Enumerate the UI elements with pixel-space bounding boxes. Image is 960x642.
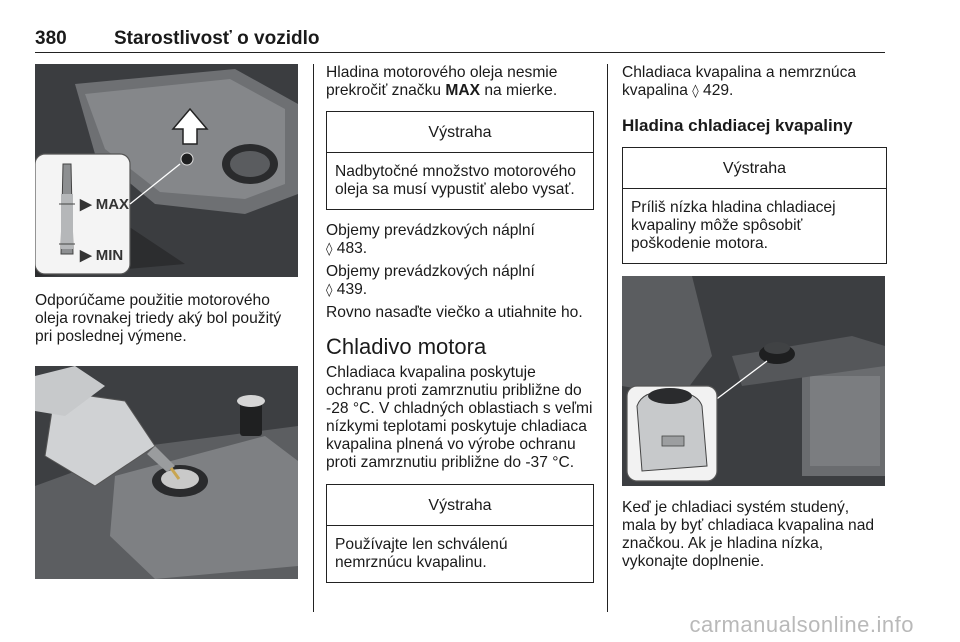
warning-box-antifreeze <box>326 484 594 583</box>
page-ref-icon: ◊ <box>692 84 699 99</box>
footer-watermark: carmanualsonline.info <box>689 612 914 637</box>
warning-title: Výstraha <box>327 112 593 153</box>
page-ref-icon: ◊ <box>326 242 333 257</box>
page-number: 380 <box>35 28 67 49</box>
column-right <box>622 64 887 571</box>
cap-instruction: Rovno nasaďte viečko a utiahnite ho. <box>326 304 583 321</box>
oil-filling-image <box>35 366 298 579</box>
warning-box-oil <box>326 111 594 210</box>
page-title: Starostlivosť o vozidlo <box>114 28 320 49</box>
column-middle <box>326 64 594 583</box>
column-left <box>35 64 298 579</box>
oil-recommendation-text: Odporúčame použitie motorového oleja rovnakej triedy aký bol použitý pri poslednej výmene. <box>35 292 282 345</box>
engine-oil-dipstick-image <box>35 64 298 277</box>
column-divider-2 <box>607 64 608 612</box>
oil-level-intro: Hladina motorového oleja nesmie prekročiť značku MAX na mierke. <box>326 64 558 99</box>
max-mark-label: MAX <box>445 82 481 99</box>
section-heading-coolant: Chladivo motora <box>326 334 487 359</box>
column-divider-1 <box>313 64 314 612</box>
dipstick-max-label: ▶ MAX <box>80 196 130 213</box>
coolant-ref[interactable]: Chladiaca kvapalina a nemrznúca kvapalina ◊ 429. <box>622 64 857 99</box>
coolant-check-text: Keď je chladiaci systém studený, mala by byť chladiaca kvapalina nad značkou. Ak je hladina nízka, vykonajte doplnenie. <box>622 499 875 570</box>
warning-body: Používajte len schválenú nemrznúcu kvapalinu. <box>335 536 508 571</box>
page-ref-icon: ◊ <box>326 283 333 298</box>
coolant-description: Chladiaca kvapalina poskytuje ochranu proti zamrznutiu približne do -28 °C. V chladných oblastiach s veľmi nízkymi teplotami poskytuje chladiaca kvapalina plnená vo výrobe ochranu proti zamrznutiu približne do -37 °C. <box>326 364 593 471</box>
warning-body: Nadbytočné množstvo motorového oleja sa musí vypustiť alebo vysať. <box>335 163 576 198</box>
dipstick-min-label: ▶ MIN <box>80 247 124 264</box>
warning-title: Výstraha <box>327 485 593 526</box>
warning-body: Príliš nízka hladina chladiacej kvapaliny môže spôsobiť poškodenie motora. <box>631 199 836 252</box>
page-header <box>35 26 885 53</box>
warning-title: Výstraha <box>623 148 886 189</box>
capacity-ref-2[interactable]: Objemy prevádzkových náplní ◊ 439. <box>326 263 535 298</box>
coolant-reservoir-image <box>622 276 885 486</box>
warning-box-coolant-level <box>622 147 887 264</box>
capacity-ref-1[interactable]: Objemy prevádzkových náplní ◊ 483. <box>326 222 535 257</box>
subheading-coolant-level: Hladina chladiacej kvapaliny <box>622 116 853 135</box>
